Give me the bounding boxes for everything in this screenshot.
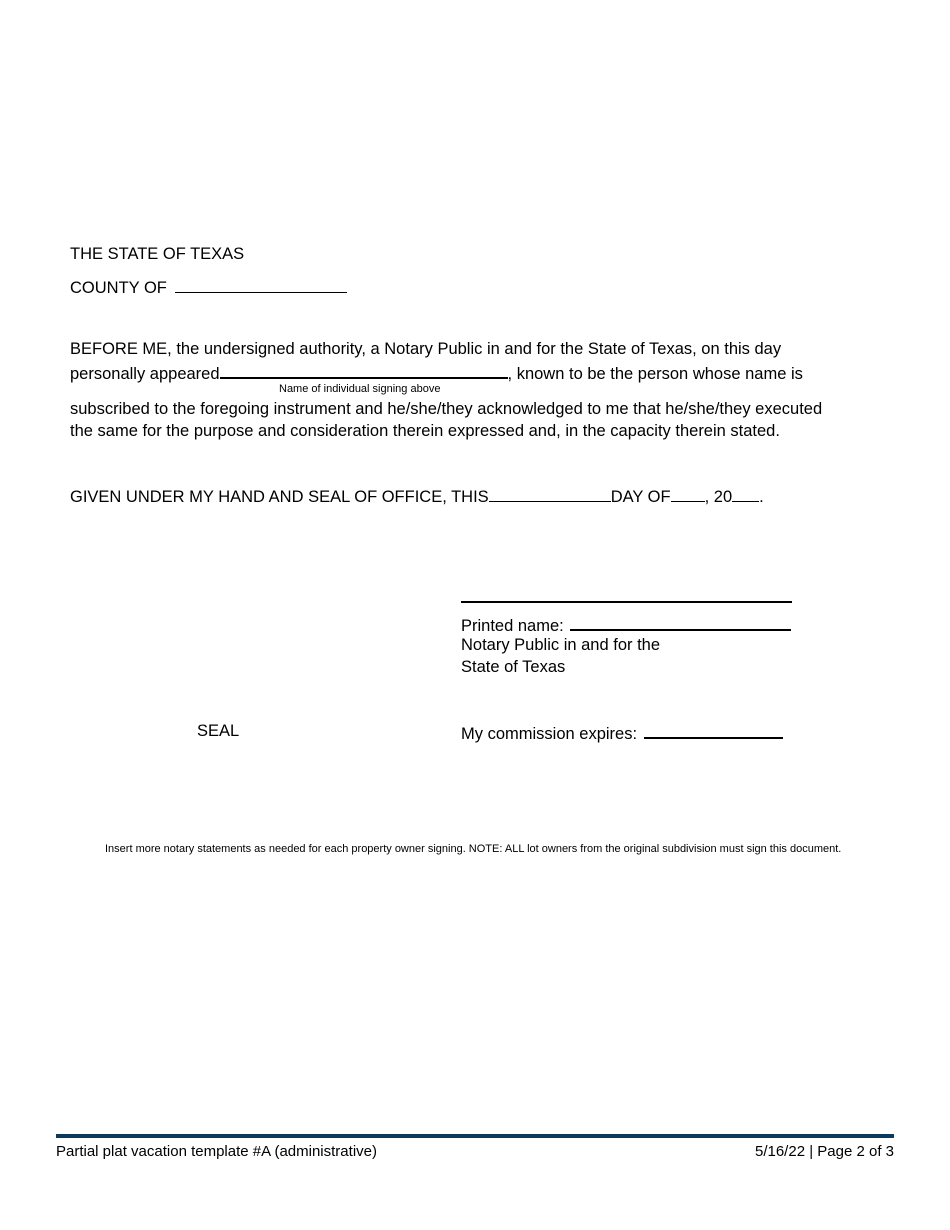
footer-rule [56,1134,894,1138]
year-blank[interactable] [732,484,759,502]
printed-name-label: Printed name: [461,617,564,635]
signer-name-blank[interactable] [220,360,508,379]
footer-right: 5/16/22 | Page 2 of 3 [754,1143,894,1160]
given-line [70,484,764,508]
notary-signature-line[interactable] [461,601,792,603]
given-text: GIVEN UNDER MY HAND AND SEAL OF OFFICE, THIS [70,488,489,506]
instruction-note: Insert more notary statements as needed for each property owner signing. NOTE: ALL lot owners from the original subdivision must sign this document. [105,843,842,855]
ack-known-to-be: , known to be the person whose name is [507,365,803,383]
ack-line-1: BEFORE ME, the undersigned authority, a Notary Public in and for the State of Texas, on this day [70,340,782,358]
county-blank[interactable] [175,275,347,293]
county-label: COUNTY OF [70,279,167,297]
seal-label: SEAL [197,722,240,740]
year-prefix: , 20 [704,488,733,506]
printed-name-blank[interactable] [570,612,791,631]
notary-title-line-2: State of Texas [461,658,566,676]
ack-line-3: subscribed to the foregoing instrument and he/she/they acknowledged to me that he/she/they executed [70,400,823,418]
given-end: . [759,488,764,506]
footer-left: Partial plat vacation template #A (administrative) [56,1143,377,1160]
ack-line-2 [70,360,803,385]
day-of-label: DAY OF [610,488,671,506]
month-blank[interactable] [671,484,705,502]
day-blank[interactable] [489,484,611,502]
county-line [70,275,347,299]
commission-expiry-blank[interactable] [644,720,783,739]
name-caption: Name of individual signing above [279,383,441,395]
ack-personally-appeared: personally appeared [70,365,220,383]
commission-line [461,720,783,745]
ack-line-4: the same for the purpose and consideration therein expressed and, in the capacity therein stated. [70,422,780,440]
state-heading: THE STATE OF TEXAS [70,245,245,263]
commission-label: My commission expires: [461,725,638,743]
notary-title-line-1: Notary Public in and for the [461,636,661,654]
